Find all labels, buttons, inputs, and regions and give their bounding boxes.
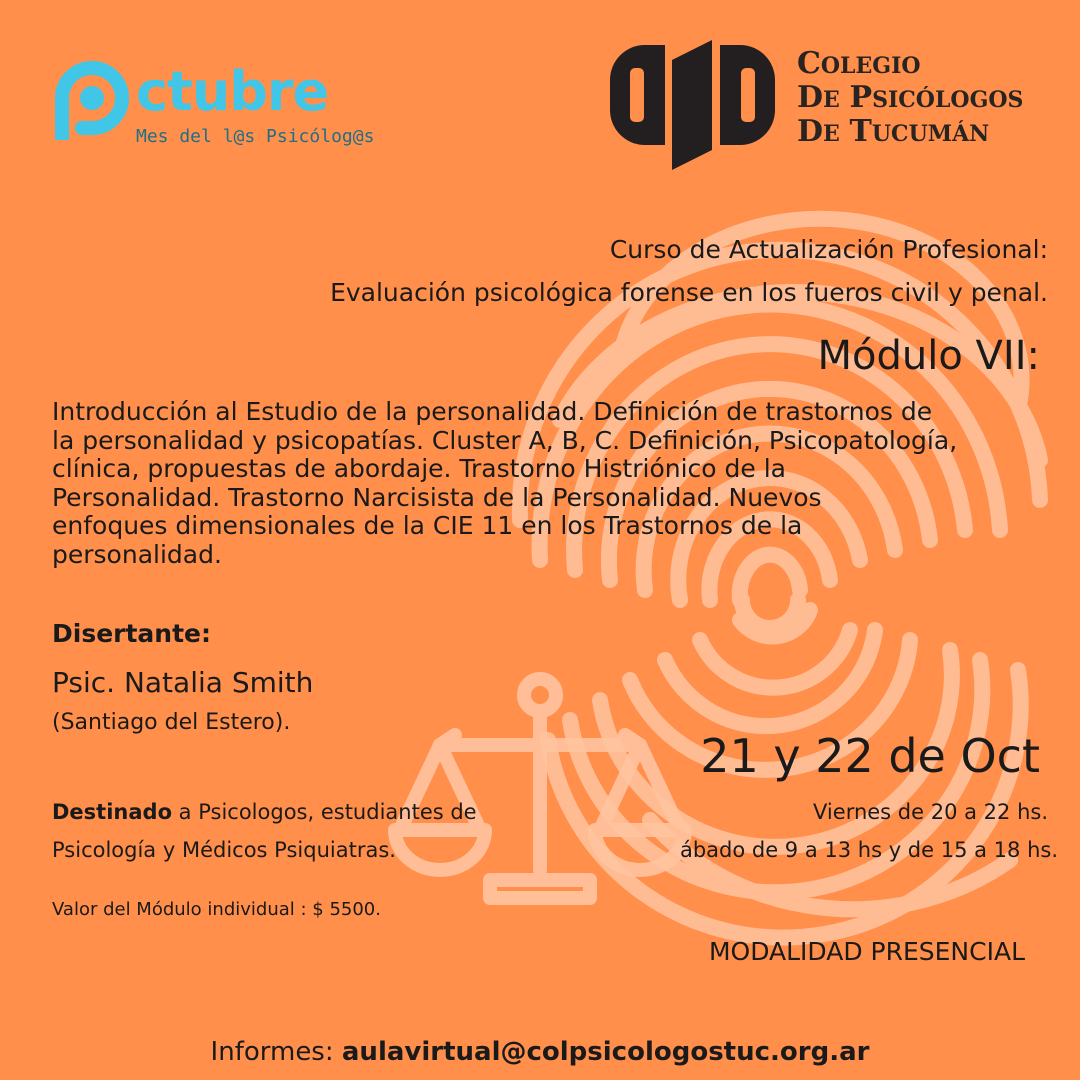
module-description-line: Personalidad. Trastorno Narcisista de la Personalidad. Nuevos (52, 482, 822, 512)
module-description-line: la personalidad y psicopatías. Cluster A, B, C. Definición, Psicopatología, (52, 425, 958, 455)
colegio-mark-icon (610, 40, 775, 175)
colegio-name-line1: COLEGIO (797, 46, 921, 81)
speaker-name: Psic. Natalia Smith (52, 666, 314, 699)
course-title: Evaluación psicológica forense en los fueros civil y penal. (330, 278, 1048, 307)
event-date: 21 y 22 de Oct (700, 729, 1040, 783)
modality: MODALIDAD PRESENCIAL (708, 937, 1025, 966)
schedule-friday: Viernes de 20 a 22 hs. (813, 800, 1048, 824)
octubre-subtitle: Mes del l@s Psicólog@s (136, 126, 375, 147)
speaker-label: Disertante: (52, 619, 212, 648)
colegio-name-line2: DE PSICÓLOGOS (797, 80, 1024, 115)
course-type: Curso de Actualización Profesional: (609, 235, 1048, 264)
audience-line1 (52, 800, 477, 824)
module-description (52, 398, 1072, 569)
module-title: Módulo VII: (817, 333, 1040, 379)
module-description-line: personalidad. (52, 539, 222, 569)
audience-bold: Destinado (52, 800, 172, 824)
colegio-name-line3: DE TUCUMÁN (797, 114, 990, 149)
info-line (0, 1038, 1080, 1068)
info-email: aulavirtual@colpsicologostuc.org.ar (341, 1037, 870, 1067)
octubre-wordmark: ctubre (136, 60, 329, 123)
module-description-line: clínica, propuestas de abordaje. Trastorno Histriónico de la (52, 454, 786, 483)
module-price: Valor del Módulo individual : $ 5500. (52, 899, 381, 920)
audience-line2: Psicología y Médicos Psiquiatras. (52, 838, 396, 862)
octubre-logo (48, 60, 388, 160)
info-label: Informes: (210, 1037, 342, 1067)
module-description-line: enfoques dimensionales de la CIE 11 en los Trastornos de la (52, 511, 803, 540)
module-description-line: Introducción al Estudio de la personalidad. Definición de trastornos de (52, 397, 933, 426)
schedule-saturday: ábado de 9 a 13 hs y de 15 a 18 hs. (679, 838, 1058, 862)
octubre-o-icon (48, 60, 140, 140)
speaker-origin: (Santiago del Estero). (52, 710, 291, 735)
audience-rest: a Psicologos, estudiantes de (172, 800, 477, 824)
